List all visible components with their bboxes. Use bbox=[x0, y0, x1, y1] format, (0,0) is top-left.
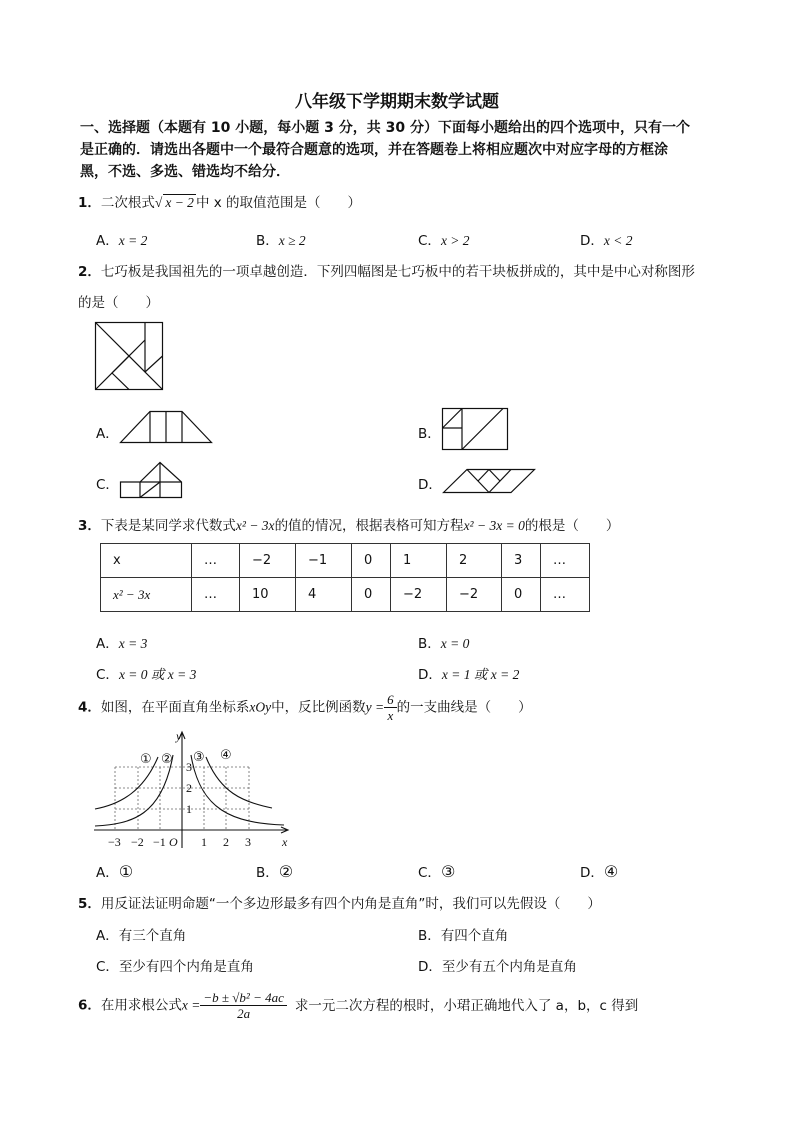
sqrt-expression: √ x − 2 bbox=[154, 195, 194, 210]
option-text: x < 2 bbox=[603, 233, 633, 248]
question-5 bbox=[78, 892, 601, 912]
table-cell: … bbox=[541, 578, 590, 612]
option-b[interactable] bbox=[256, 229, 306, 249]
table-cell: x bbox=[101, 544, 192, 578]
expression: x² − 3x bbox=[235, 518, 275, 533]
fraction-numerator: 6 bbox=[384, 692, 397, 708]
question-text: 的根是（ ） bbox=[524, 518, 620, 534]
table-cell: −1 bbox=[296, 544, 352, 578]
x-tick: 2 bbox=[223, 835, 229, 849]
table-cell: 0 bbox=[352, 578, 391, 612]
option-text: ① bbox=[118, 862, 134, 881]
question-6 bbox=[78, 990, 638, 1021]
option-text: x = 0 bbox=[440, 636, 470, 651]
curve-3 bbox=[191, 755, 284, 825]
option-b[interactable] bbox=[256, 861, 293, 881]
table-cell: 2 bbox=[447, 544, 502, 578]
question-text: 中，反比例函数 bbox=[271, 699, 366, 716]
x-tick: 1 bbox=[201, 835, 207, 849]
option-text: ④ bbox=[603, 862, 619, 881]
table-cell: … bbox=[192, 544, 240, 578]
option-label: D． bbox=[580, 233, 604, 249]
option-label: D． bbox=[418, 959, 442, 975]
option-label: D． bbox=[580, 865, 604, 881]
option-text: ② bbox=[278, 862, 294, 881]
option-d[interactable] bbox=[418, 663, 519, 683]
question-4 bbox=[78, 692, 532, 723]
option-b[interactable] bbox=[418, 924, 508, 944]
option-d[interactable] bbox=[418, 955, 577, 975]
option-text: x = 2 bbox=[118, 233, 148, 248]
option-text: ③ bbox=[440, 862, 456, 881]
option-text: 至少有五个内角是直角 bbox=[441, 959, 577, 975]
question-text: 的一支曲线是（ ） bbox=[396, 699, 532, 716]
option-label: A． bbox=[96, 928, 119, 944]
option-text: 至少有四个内角是直角 bbox=[118, 959, 254, 975]
option-c[interactable]: C． bbox=[96, 477, 119, 493]
option-text: x > 2 bbox=[440, 233, 470, 248]
table-cell: 4 bbox=[296, 578, 352, 612]
question-text: 二次根式 bbox=[100, 195, 155, 211]
option-d[interactable] bbox=[580, 229, 633, 249]
equation: x² − 3x = 0 bbox=[463, 518, 525, 533]
option-d[interactable] bbox=[580, 861, 618, 881]
radicand: x − 2 bbox=[165, 195, 194, 210]
trapezoid-figure bbox=[120, 411, 212, 443]
question-number: 1． bbox=[78, 195, 101, 211]
question-number: 2． bbox=[78, 264, 101, 280]
x-tick: 3 bbox=[245, 835, 251, 849]
option-c[interactable] bbox=[418, 229, 470, 249]
option-label: A． bbox=[96, 865, 119, 881]
option-label: A． bbox=[96, 233, 119, 249]
option-d[interactable]: D． bbox=[418, 477, 442, 493]
curve-label-1: ① bbox=[140, 752, 152, 767]
values-table bbox=[100, 543, 590, 612]
question-text: 如图，在平面直角坐标系 bbox=[100, 699, 250, 716]
option-label: C． bbox=[418, 865, 441, 881]
question-number: 6． bbox=[78, 997, 101, 1014]
table-row bbox=[101, 544, 590, 578]
table-cell: 3 bbox=[502, 544, 541, 578]
section-instructions bbox=[80, 117, 740, 183]
fraction-denominator: 2a bbox=[237, 1006, 251, 1021]
table-cell: 0 bbox=[352, 544, 391, 578]
question-text: 的值的情况，根据表格可知方程 bbox=[274, 518, 464, 534]
y-tick: 3 bbox=[186, 760, 192, 774]
origin-label: O bbox=[169, 835, 178, 849]
fraction-numerator: −b ± √b² − 4ac bbox=[200, 990, 286, 1006]
house-figure bbox=[120, 462, 182, 498]
option-label: C． bbox=[96, 667, 119, 683]
option-text: 有四个直角 bbox=[440, 928, 509, 944]
option-c[interactable] bbox=[96, 955, 254, 975]
section-line-1: 一、选择题（本题有 10 小题，每小题 3 分，共 30 分）下面每小题给出的四个选项中，只有一个 bbox=[80, 120, 690, 136]
option-a[interactable] bbox=[96, 861, 133, 881]
curve-label-3: ③ bbox=[193, 750, 205, 765]
function-lhs: y = bbox=[365, 699, 385, 715]
option-label: C． bbox=[418, 233, 441, 249]
table-cell: −2 bbox=[447, 578, 502, 612]
question-2 bbox=[78, 260, 695, 280]
question-text: 在用求根公式 bbox=[100, 997, 182, 1014]
coordinate-system: xOy bbox=[249, 699, 272, 715]
table-cell: 10 bbox=[240, 578, 296, 612]
x-axis-label: x bbox=[282, 835, 288, 849]
question-1 bbox=[78, 191, 361, 211]
option-b[interactable] bbox=[418, 632, 469, 652]
hyperbola-graph bbox=[92, 730, 292, 850]
curve-label-2: ② bbox=[161, 752, 173, 767]
option-a[interactable] bbox=[96, 229, 147, 249]
y-tick: 1 bbox=[186, 802, 192, 816]
question-number: 5． bbox=[78, 896, 101, 912]
option-label: A． bbox=[96, 636, 119, 652]
x-tick: −3 bbox=[108, 835, 121, 849]
option-label: B． bbox=[256, 865, 279, 881]
table-cell: … bbox=[541, 544, 590, 578]
question-text: 求一元二次方程的根时，小珺正确地代入了 a，b，c 得到 bbox=[294, 997, 639, 1014]
table-cell: … bbox=[192, 578, 240, 612]
parallelogram-figure bbox=[443, 469, 535, 493]
question-text: 中 x 的取值范围是（ ） bbox=[195, 195, 362, 211]
table-row bbox=[101, 578, 590, 612]
question-2-line-2: 的是（ ） bbox=[78, 295, 159, 311]
question-number: 3． bbox=[78, 518, 101, 534]
rectangle-figure bbox=[442, 408, 508, 450]
option-a[interactable] bbox=[96, 632, 147, 652]
question-3 bbox=[78, 514, 619, 534]
option-text: x = 0 或 x = 3 bbox=[118, 667, 197, 682]
option-c[interactable] bbox=[418, 861, 455, 881]
option-c[interactable] bbox=[96, 663, 196, 683]
formula-lhs: x = bbox=[181, 997, 201, 1013]
section-line-3: 黑，不选、多选、错选均不给分． bbox=[80, 164, 290, 180]
option-label: B． bbox=[256, 233, 279, 249]
question-text: 下表是某同学求代数式 bbox=[100, 518, 236, 534]
question-text: 七巧板是我国祖先的一项卓越创造．下列四幅图是七巧板中的若干块板拼成的，其中是中心对称图形 bbox=[100, 264, 695, 280]
curve-label-4: ④ bbox=[220, 748, 232, 763]
option-label: B． bbox=[418, 636, 441, 652]
table-cell: x² − 3x bbox=[101, 578, 192, 612]
curve-4 bbox=[206, 757, 272, 808]
x-tick: −2 bbox=[131, 835, 144, 849]
fraction bbox=[384, 692, 397, 723]
option-text: x = 3 bbox=[118, 636, 148, 651]
quadratic-formula bbox=[200, 990, 286, 1021]
tangram-square-figure bbox=[95, 322, 163, 390]
fraction-denominator: x bbox=[387, 708, 394, 723]
option-a[interactable]: A． bbox=[96, 426, 119, 442]
question-text: 用反证法证明命题“一个多边形最多有四个内角是直角”时，我们可以先假设（ ） bbox=[100, 896, 601, 912]
option-a[interactable] bbox=[96, 924, 186, 944]
option-text: x ≥ 2 bbox=[278, 233, 306, 248]
option-text: x = 1 或 x = 2 bbox=[441, 667, 520, 682]
page-title: 八年级下学期期末数学试题 bbox=[295, 92, 499, 112]
table-cell: −2 bbox=[240, 544, 296, 578]
option-label: C． bbox=[96, 959, 119, 975]
question-number: 4． bbox=[78, 699, 101, 716]
y-axis-label: y bbox=[176, 729, 182, 743]
option-text: 有三个直角 bbox=[118, 928, 187, 944]
option-b[interactable]: B． bbox=[418, 426, 441, 442]
table-cell: 1 bbox=[391, 544, 447, 578]
section-line-2: 是正确的．请选出各题中一个最符合题意的选项，并在答题卷上将相应题次中对应字母的方框涂 bbox=[80, 142, 668, 158]
table-cell: −2 bbox=[391, 578, 447, 612]
table-cell: 0 bbox=[502, 578, 541, 612]
option-label: B． bbox=[418, 928, 441, 944]
x-tick: −1 bbox=[153, 835, 166, 849]
option-label: D． bbox=[418, 667, 442, 683]
y-tick: 2 bbox=[186, 781, 192, 795]
